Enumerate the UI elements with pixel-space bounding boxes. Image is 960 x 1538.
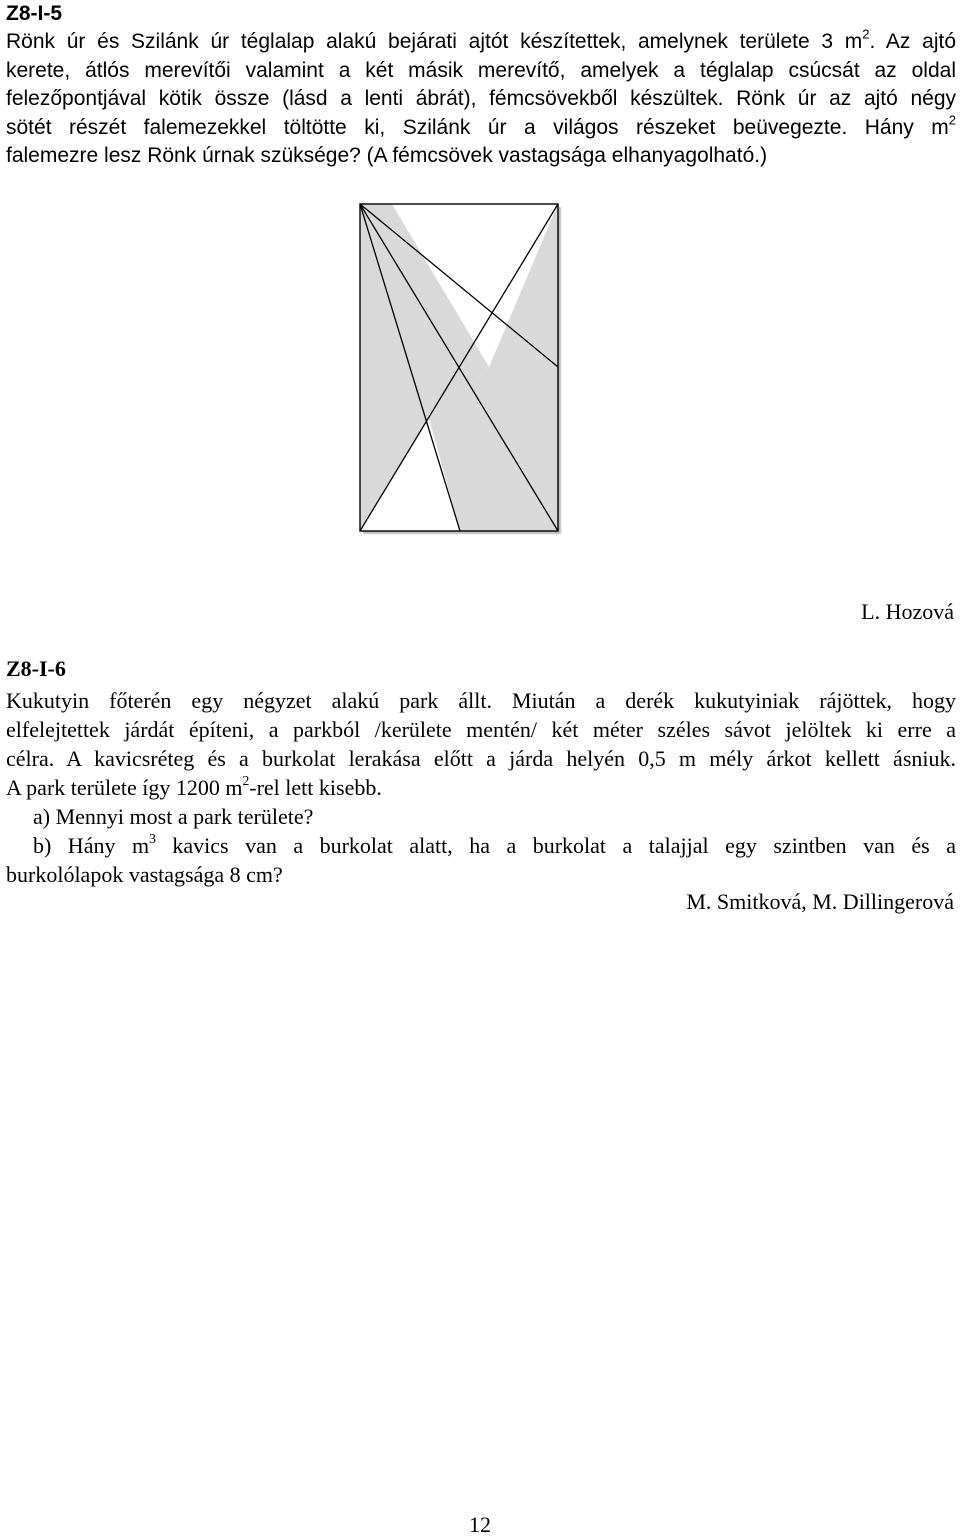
- problem-5-line: Rönk úr és Szilánk úr téglalap alakú bejárati ajtót készítettek, amelynek területe 3 $m^2$. Az ajtó: [6, 26, 956, 53]
- problem-5-line: sötét részét falemezekkel töltötte ki, Szilánk úr a világos részeket beüvegezte. Hány $m^2$: [6, 112, 956, 139]
- problem-5-line: falemezre lesz Rönk úrnak szüksége? (A fémcsövek vastagsága elhanyagolható.): [6, 144, 768, 167]
- question-b: b) Hány $m^3$ kavics van a burkolat alatt, ha a burkolat a talajjal egy szintben van és a: [33, 831, 956, 858]
- problem-6-line: Kukutyin főterén egy négyzet alakú park állt. Miután a derék kukutyiniak rájöttek, hogy: [6, 688, 956, 713]
- problem-6-title: Z8-I-6: [6, 656, 66, 681]
- problem-6-line: burkolólapok vastagsága 8 cm?: [6, 862, 283, 887]
- problem-6-line: elfelejtettek járdát építeni, a parkból /kerülete mentén/ két méter széles sávot jelöltek ki erre a: [6, 717, 956, 742]
- problem-6-line: célra. A kavicsréteg és a burkolat lerakása előtt a járda helyén 0,5 m mély árkot kellett ásniuk.: [6, 746, 956, 771]
- page-number: 12: [469, 1512, 491, 1537]
- problem-6-line: A park területe így 1200 $m^2$-rel lett kisebb.: [6, 773, 382, 800]
- problem-5-line: felezőpontjával kötik össze (lásd a lenti ábrát), fémcsövekből készültek. Rönk úr az ajtó négy: [6, 87, 956, 110]
- door-diagram: [355, 197, 565, 537]
- problem-5-text: [6, 28, 956, 171]
- problem-6-text: [6, 686, 956, 889]
- question-a: a) Mennyi most a park területe?: [33, 804, 314, 829]
- problem-5-line: kerete, átlós merevítői valamint a két másik merevítő, amelyek a téglalap csúcsát az oldal: [6, 58, 956, 82]
- problem-5-author: L. Hozová: [861, 599, 954, 624]
- problem-5-title: Z8-I-5: [6, 2, 63, 25]
- problem-6-author: M. Smitková, M. Dillingerová: [686, 889, 954, 914]
